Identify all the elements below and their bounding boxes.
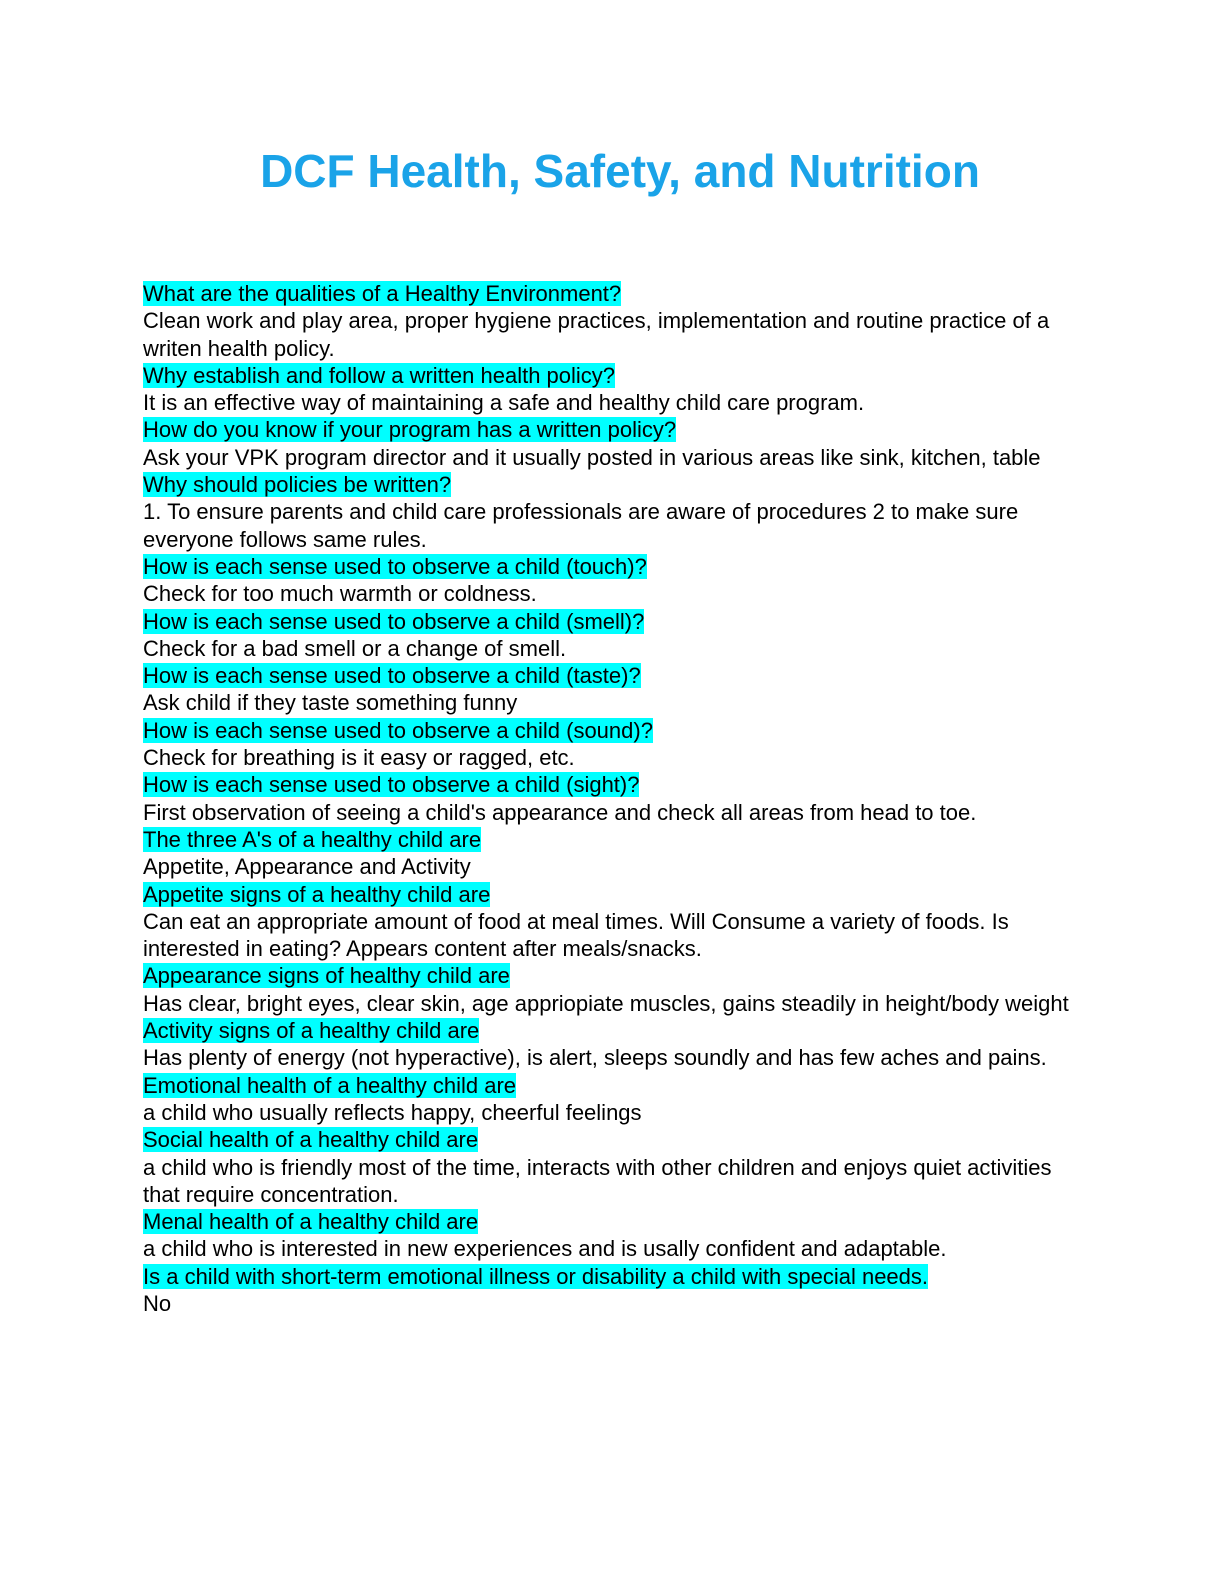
question [143,416,1083,443]
qa-item [143,662,1083,717]
question-text: Appetite signs of a healthy child are [143,881,491,907]
answer: Check for breathing is it easy or ragged, etc. [143,745,575,771]
question [143,1208,1083,1235]
answer: First observation of seeing a child's appearance and check all areas from head to toe. [143,799,977,825]
question-text: Activity signs of a healthy child are [143,1018,480,1044]
qa-item [143,1072,1083,1127]
qa-list [143,280,1083,1317]
question [143,717,1083,744]
question [143,362,1083,389]
answer: a child who usually reflects happy, cheerful feelings [143,1099,642,1125]
document-title: DCF Health, Safety, and Nutrition [260,145,980,197]
question-text: How is each sense used to observe a child (taste)? [143,663,641,689]
answer: No [143,1290,172,1316]
qa-item [143,826,1083,881]
answer: Ask your VPK program director and it usually posted in various areas like sink, kitchen, table [143,444,1041,470]
answer: Can eat an appropriate amount of food at meal times. Will Consume a variety of foods. Is interested in eating? Appears content after meals/snacks. [143,908,1009,962]
question [143,662,1083,689]
question-text: Why should policies be written? [143,472,452,498]
answer: a child who is interested in new experiences and is usally confident and adaptable. [143,1236,947,1262]
answer: Clean work and play area, proper hygiene practices, implementation and routine practice of a writen health policy. [143,308,1050,361]
question-text: How do you know if your program has a written policy? [143,417,677,443]
question-text: How is each sense used to observe a child (sight)? [143,772,640,798]
question [143,471,1083,498]
qa-item [143,717,1083,772]
answer: 1. To ensure parents and child care professionals are aware of procedures 2 to make sure everyone follows same rules. [143,499,1019,552]
question [143,608,1083,635]
question-text: How is each sense used to observe a child (touch)? [143,553,647,579]
answer: Has plenty of energy (not hyperactive), is alert, sleeps soundly and has few aches and pains. [143,1045,1047,1071]
question [143,1072,1083,1099]
question [143,826,1083,853]
answer: Appetite, Appearance and Activity [143,854,471,880]
qa-item [143,1263,1083,1318]
question [143,1263,1083,1290]
question-text: Is a child with short-term emotional illness or disability a child with special needs. [143,1263,929,1289]
qa-item [143,280,1083,362]
answer: Ask child if they taste something funny [143,690,518,716]
qa-item [143,1017,1083,1072]
question [143,1017,1083,1044]
qa-item [143,881,1083,963]
qa-item [143,962,1083,1017]
question-text: How is each sense used to observe a child (smell)? [143,608,645,634]
answer: Check for too much warmth or coldness. [143,581,537,607]
question-text: Menal health of a healthy child are [143,1209,479,1235]
question-text: What are the qualities of a Healthy Environment? [143,281,622,306]
question [143,280,1083,307]
question-text: Social health of a healthy child are [143,1127,479,1153]
question [143,771,1083,798]
qa-item [143,608,1083,663]
qa-item [143,771,1083,826]
answer: a child who is friendly most of the time, interacts with other children and enjoys quiet activities that require concentration. [143,1154,1052,1207]
qa-item [143,362,1083,417]
qa-item [143,416,1083,471]
qa-item [143,1208,1083,1263]
question [143,1126,1083,1153]
question-text: The three A's of a healthy child are [143,826,482,852]
question-text: Why establish and follow a written health policy? [143,362,616,388]
qa-item [143,1126,1083,1208]
question-text: Appearance signs of healthy child are [143,963,510,989]
answer: Check for a bad smell or a change of smell. [143,635,567,661]
question [143,553,1083,580]
question-text: Emotional health of a healthy child are [143,1072,517,1098]
question [143,881,1083,908]
answer: It is an effective way of maintaining a safe and healthy child care program. [143,390,865,416]
qa-item [143,471,1083,553]
qa-item [143,553,1083,608]
answer: Has clear, bright eyes, clear skin, age appriopiate muscles, gains steadily in height/body weight [143,990,1069,1016]
question [143,962,1083,989]
question-text: How is each sense used to observe a child (sound)? [143,717,653,743]
